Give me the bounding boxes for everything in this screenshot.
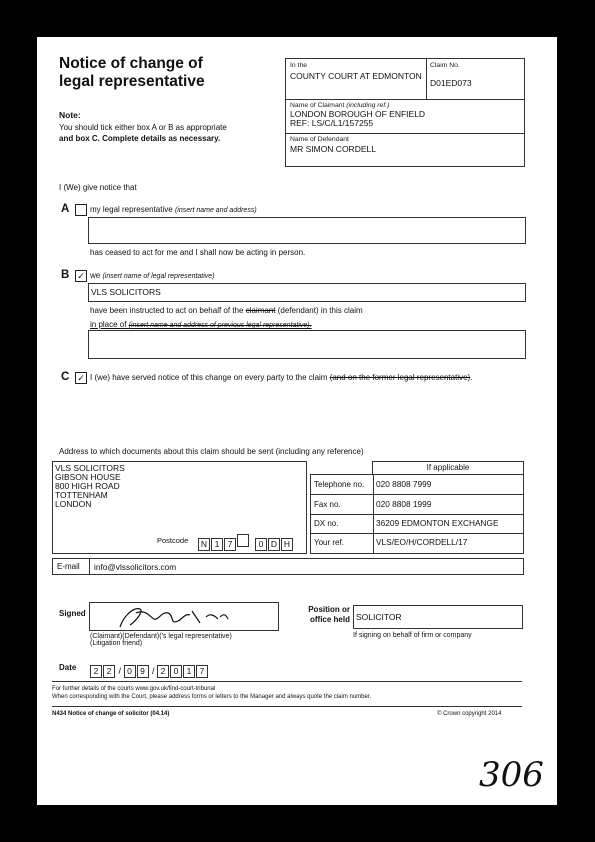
email-value[interactable]: info@vlssolicitors.com [94, 562, 177, 572]
box-b-field[interactable] [88, 283, 526, 302]
ref-label: Your ref. [314, 538, 344, 547]
footer-divider-2 [52, 706, 522, 707]
address-heading: Address to which documents about this claim should be sent (including any reference) [59, 447, 364, 456]
claimant-name: LONDON BOROUGH OF ENFIELD [290, 109, 426, 119]
dx-label: DX no. [314, 519, 339, 528]
contact-table [310, 461, 522, 552]
ref-value[interactable]: VLS/EO/H/CORDELL/17 [376, 537, 468, 547]
address-box[interactable] [52, 461, 307, 554]
position-field[interactable] [353, 605, 523, 629]
handwritten-page-number: 306 [479, 755, 544, 795]
form-ref: N434 Notice of change of solicitor (04.14) [52, 711, 170, 717]
telephone-value[interactable]: 020 8808 7999 [376, 479, 432, 489]
box-b-letter: B [61, 269, 70, 281]
email-row [52, 558, 524, 575]
defendant-label: Name of Defendant [290, 136, 349, 143]
fax-value[interactable]: 020 8808 1999 [376, 499, 432, 509]
telephone-label: Telephone no. [314, 480, 365, 489]
position-note: If signing on behalf of firm or company [353, 632, 472, 639]
court-name: COUNTY COURT AT EDMONTON [290, 71, 422, 81]
signed-label: Signed [59, 609, 86, 618]
box-b-in-place: in place of (insert name and address of previous legal representative). [90, 320, 312, 329]
signer-role: (Claimant)(Defendant)('s legal representative) (Litigation friend) [90, 633, 232, 647]
box-a-field[interactable] [88, 217, 526, 244]
claim-no: D01ED073 [430, 78, 472, 88]
postcode-part2[interactable]: 0 D H [255, 534, 294, 552]
footer-divider [52, 681, 522, 682]
box-c-letter: C [61, 371, 70, 383]
box-a-letter: A [61, 203, 70, 215]
in-the-label: In the [290, 62, 308, 69]
handwritten-signature-icon [90, 603, 278, 630]
note-heading: Note: [59, 110, 81, 120]
dx-value[interactable]: 36209 EDMONTON EXCHANGE [376, 518, 499, 528]
form-title: Notice of change of legal representative [59, 55, 205, 90]
footer-line1: For further details of the courts www.gov.uk/find-court-tribunal [52, 686, 216, 692]
box-b-instructed: have been instructed to act on behalf of the claimant (defendant) in this claim [90, 306, 363, 315]
footer-line2: When corresponding with the Court, please address forms or letters to the Manager and always quote the claim number. [52, 694, 372, 700]
position-label: Position or office held [308, 605, 350, 624]
box-a-text: my legal representative (insert name and address) [90, 205, 257, 214]
notice-intro: I (We) give notice that [59, 183, 137, 192]
note-text: You should tick either box A or B as appropriate and box C. Complete details as necessary. [59, 123, 227, 143]
if-applicable-header: If applicable [372, 461, 524, 475]
copyright: © Crown copyright 2014 [437, 711, 502, 717]
box-c-text: I (we) have served notice of this change on every party to the claim (and on the former legal representative). [90, 373, 473, 382]
email-label: E-mail [57, 562, 80, 571]
claimant-label: Name of Claimant (including ref.) [290, 102, 390, 109]
date-field[interactable]: 2 2 / 0 9 / 2 0 1 7 [90, 661, 209, 679]
signature-box[interactable] [89, 602, 279, 631]
form-page [37, 37, 557, 805]
box-b-value: VLS SOLICITORS [91, 287, 161, 297]
address-lines: VLS SOLICITORS GIBSON HOUSE 800 HIGH ROAD TOTTENHAM LONDON [55, 463, 125, 509]
court-box [285, 58, 525, 167]
defendant-name: MR SIMON CORDELL [290, 144, 376, 154]
date-label: Date [59, 663, 77, 672]
fax-label: Fax no. [314, 500, 341, 509]
box-b-checkbox[interactable]: ✓ [75, 270, 87, 282]
postcode-part1[interactable]: N 1 7 [198, 534, 250, 552]
box-b-text: we (insert name of legal representative) [90, 271, 215, 280]
box-a-ceased: has ceased to act for me and I shall now be acting in person. [90, 248, 306, 257]
claim-no-label: Claim No. [430, 62, 460, 69]
position-value: SOLICITOR [356, 612, 402, 622]
postcode-label: Postcode [157, 536, 189, 545]
box-a-checkbox[interactable] [75, 204, 87, 216]
box-b-previous-field[interactable] [88, 330, 526, 359]
box-c-checkbox[interactable]: ✓ [75, 372, 87, 384]
claimant-ref: REF: LS/C/L1/157255 [290, 118, 374, 128]
